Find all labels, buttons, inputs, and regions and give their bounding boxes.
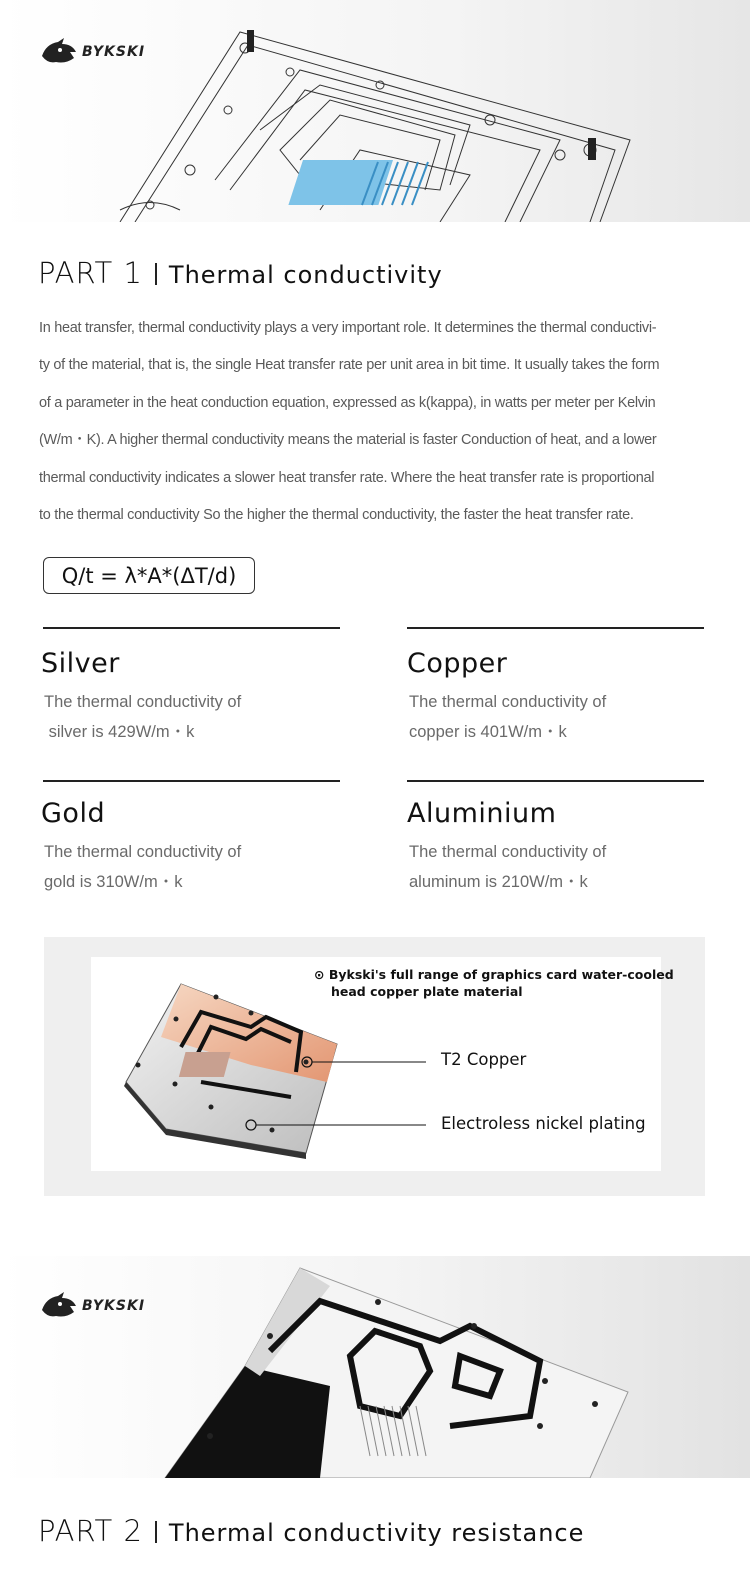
divider-aluminium bbox=[407, 780, 704, 782]
brand-wordmark: BYKSKI bbox=[82, 44, 146, 60]
bykski-logo-bottom bbox=[40, 1292, 145, 1320]
part1-heading bbox=[38, 256, 443, 290]
part2-title: Thermal conductivity resistance bbox=[168, 1519, 585, 1547]
heading-divider bbox=[155, 1521, 157, 1543]
bykski-logo-top bbox=[40, 38, 145, 66]
part1-number: PART 1 bbox=[38, 256, 143, 290]
waterblock-clear-illustration bbox=[0, 0, 750, 222]
thermal-conductivity-paragraph bbox=[39, 310, 711, 534]
paragraph-line: of a parameter in the heat conduction equation, expressed as k(kappa), in watts per meter per Kelvin bbox=[39, 394, 656, 411]
card-title-line: head copper plate material bbox=[331, 984, 523, 999]
metal-name-silver: Silver bbox=[41, 648, 120, 679]
part1-title: Thermal conductivity bbox=[168, 261, 443, 289]
part2-heading bbox=[38, 1514, 584, 1548]
metal-desc-line: The thermal conductivity of bbox=[409, 843, 607, 861]
metal-desc-line: The thermal conductivity of bbox=[409, 693, 607, 711]
callout-nickel-plating: Electroless nickel plating bbox=[441, 1114, 646, 1133]
metal-desc-silver bbox=[44, 687, 241, 747]
paragraph-line: thermal conductivity indicates a slower heat transfer rate. Where the heat transfer rate is proportional bbox=[39, 469, 655, 486]
hero-product-image-bottom bbox=[0, 1256, 750, 1478]
brand-wordmark: BYKSKI bbox=[82, 1298, 146, 1314]
hero-product-image-top bbox=[0, 0, 750, 222]
metal-desc-line: copper is 401W/m・k bbox=[409, 723, 567, 741]
waterblock-black-illustration bbox=[0, 1256, 750, 1478]
material-card-title bbox=[314, 966, 674, 1000]
metal-desc-copper bbox=[409, 687, 606, 747]
metal-desc-line: The thermal conductivity of bbox=[44, 843, 242, 861]
card-title-line: ⊙ Bykski's full range of graphics card water-cooled bbox=[314, 967, 674, 982]
paragraph-line: In heat transfer, thermal conductivity plays a very important role. It determines the thermal conductivi- bbox=[39, 320, 657, 336]
metal-desc-line: gold is 310W/m・k bbox=[44, 873, 183, 891]
metal-name-gold: Gold bbox=[41, 798, 106, 829]
paragraph-line: ty of the material, that is, the single Heat transfer rate per unit area in bit time. It usually takes the form bbox=[39, 357, 660, 374]
metal-desc-aluminium bbox=[409, 837, 606, 897]
metal-desc-gold bbox=[44, 837, 241, 897]
divider-silver bbox=[43, 627, 340, 629]
paragraph-line: to the thermal conductivity So the higher the thermal conductivity, the faster the heat transfer rate. bbox=[39, 507, 634, 524]
divider-gold bbox=[43, 780, 340, 782]
metal-desc-line: The thermal conductivity of bbox=[44, 693, 242, 711]
part2-number: PART 2 bbox=[38, 1514, 143, 1548]
metal-name-copper: Copper bbox=[407, 648, 508, 679]
heading-divider bbox=[155, 263, 157, 285]
callout-t2-copper: T2 Copper bbox=[441, 1050, 527, 1069]
metal-desc-line: silver is 429W/m・k bbox=[44, 723, 195, 741]
divider-copper bbox=[407, 627, 704, 629]
heat-formula-box: Q/t = λ*A*(ΔT/d) bbox=[43, 557, 255, 594]
dragon-head-icon bbox=[40, 38, 78, 66]
metal-name-aluminium: Aluminium bbox=[407, 798, 557, 829]
paragraph-line: (W/m・K). A higher thermal conductivity means the material is faster Conduction of heat, and a lower bbox=[39, 432, 657, 449]
dragon-head-icon bbox=[40, 1292, 78, 1320]
metal-desc-line: aluminum is 210W/m・k bbox=[409, 873, 588, 891]
